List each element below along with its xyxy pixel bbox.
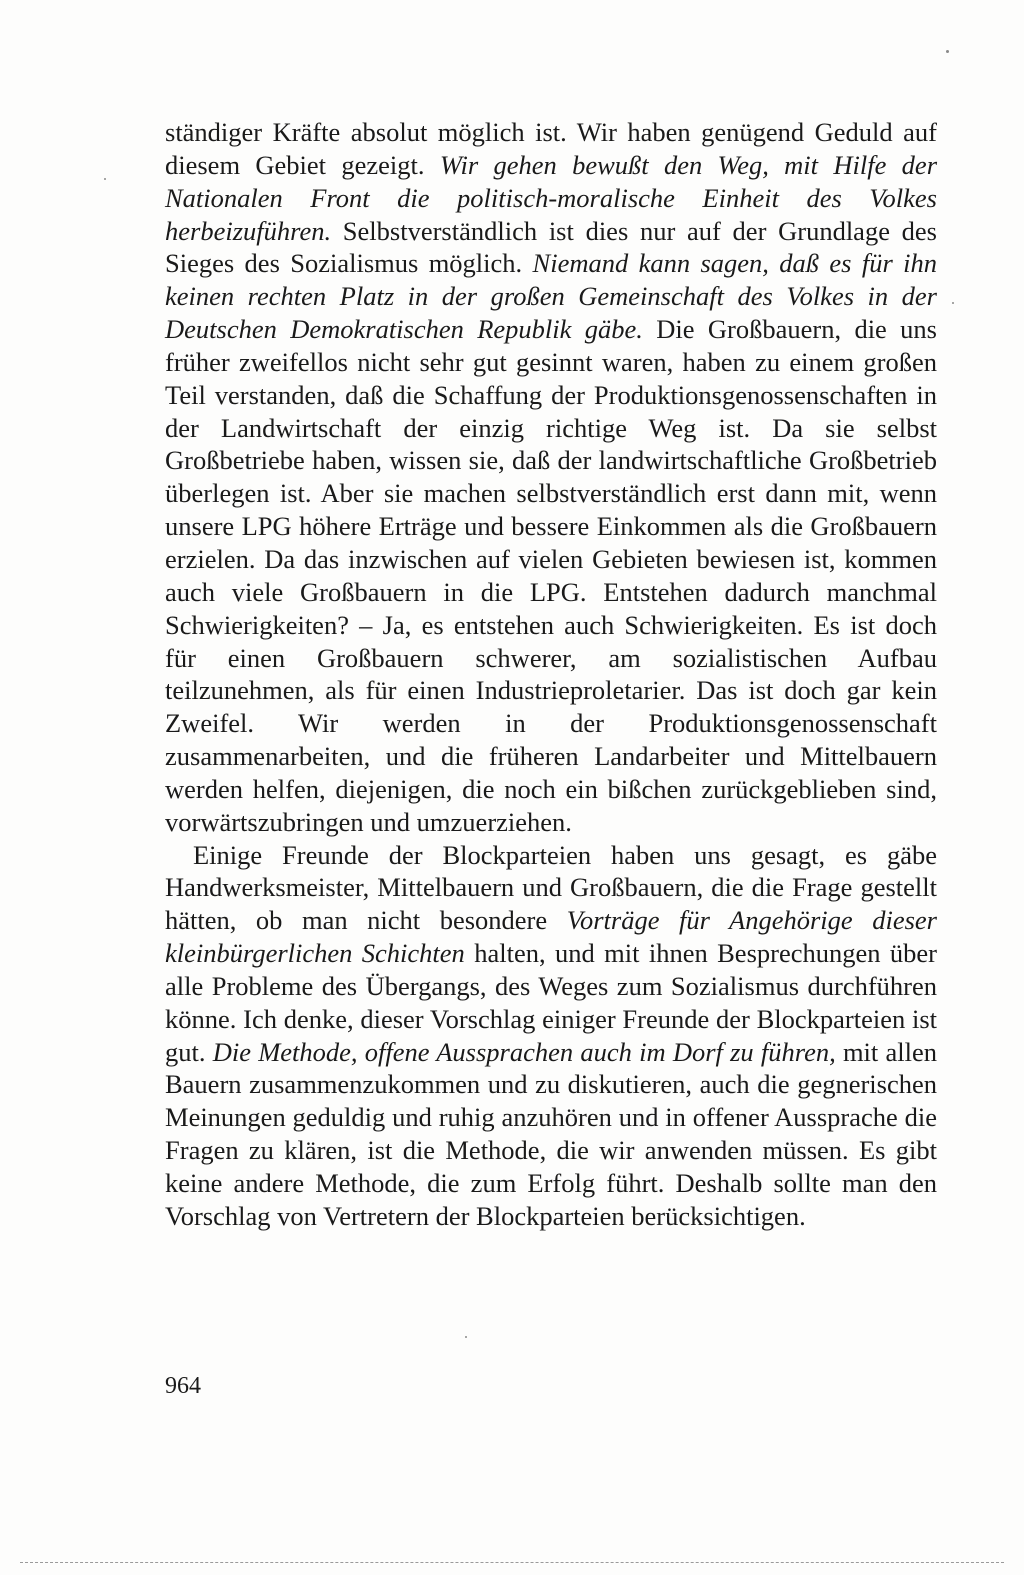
paragraph-2 — [165, 839, 937, 1233]
scan-speck — [465, 1336, 467, 1338]
scan-speck — [104, 178, 106, 180]
scan-speck — [952, 302, 954, 304]
emphasis-run: Vorträge für Angehörige dieser kleinbürgerlichen Schichten — [165, 905, 937, 969]
scan-speck — [946, 50, 949, 53]
text-run: halten, und mit ihnen Besprechungen über alle Probleme des Übergangs, des Weges zum Sozialismus durchführen könne. Ich denke, dieser Vorschlag einiger Freunde der Blockparteien ist gut. — [165, 938, 937, 1067]
text-run: Die Großbauern, die uns früher zweifellos nicht sehr gut gesinnt waren, haben zu einem großen Teil verstanden, daß die Schaffung der Produktionsgenossenschaften in der Landwirtschaft der einzig richtige Weg ist. Da sie selbst Großbetriebe haben, wissen sie, daß der landwirtschaftliche Großbetrieb überlegen ist. Aber sie machen selbstverständlich erst dann mit, wenn unsere LPG höhere Erträge und bessere Einkommen als die Großbauern erzielen. Da das inzwischen auf vielen Gebieten bewiesen ist, kommen auch viele Großbauern in die LPG. Entstehen dadurch manchmal Schwierigkeiten? – Ja, es entstehen auch Schwierigkeiten. Es ist doch für einen Großbauern schwerer, am sozialistischen Aufbau teilzunehmen, als für einen Industrieproletarier. Das ist doch gar kein Zweifel. Wir werden in der Produktionsgenossenschaft zusammenarbeiten, und die früheren Landarbeiter und Mittelbauern werden helfen, diejenigen, die noch ein bißchen zurückgeblieben sind, vorwärtszubringen und umzuerziehen. — [165, 314, 937, 837]
emphasis-run: Niemand kann sagen, daß es für ihn keinen rechten Platz in der großen Gemeinschaft des Volkes in der Deutschen Demokratischen Republik gäbe. — [165, 248, 938, 345]
text-run: Selbstverständlich ist dies nur auf der Grundlage des Sieges des Sozialismus möglich. — [165, 215, 937, 279]
text-run: ständiger Kräfte absolut möglich ist. Wir haben genügend Geduld auf diesem Gebiet gezeigt. — [165, 117, 937, 180]
emphasis-run: Die Methode, offene Aussprachen auch im Dorf zu führen, — [212, 1036, 836, 1067]
page-number: 964 — [165, 1373, 201, 1399]
body-text — [165, 116, 937, 1233]
text-run: mit allen Bauern zusammenzukommen und zu diskutieren, auch die gegnerischen Meinungen geduldig und ruhig anzuhören und in offener Aussprache die Fragen zu klären, ist die Methode, die wir anwenden müssen. Es gibt keine andere Methode, die zum Erfolg führt. Deshalb sollte man den Vorschlag von Vertretern der Blockparteien berücksichtigen. — [165, 1036, 937, 1231]
scan-edge-line — [20, 1562, 1004, 1563]
emphasis-run: Wir gehen bewußt den Weg, mit Hilfe der Nationalen Front die politisch-moralische Einheit des Volkes herbeizuführen. — [165, 149, 938, 246]
text-run: Einige Freunde der Blockparteien haben uns gesagt, es gäbe Handwerksmeister, Mittelbauern und Großbauern, die die Frage gestellt hätten, ob man nicht besondere — [165, 839, 937, 936]
paragraph-1 — [165, 116, 937, 839]
